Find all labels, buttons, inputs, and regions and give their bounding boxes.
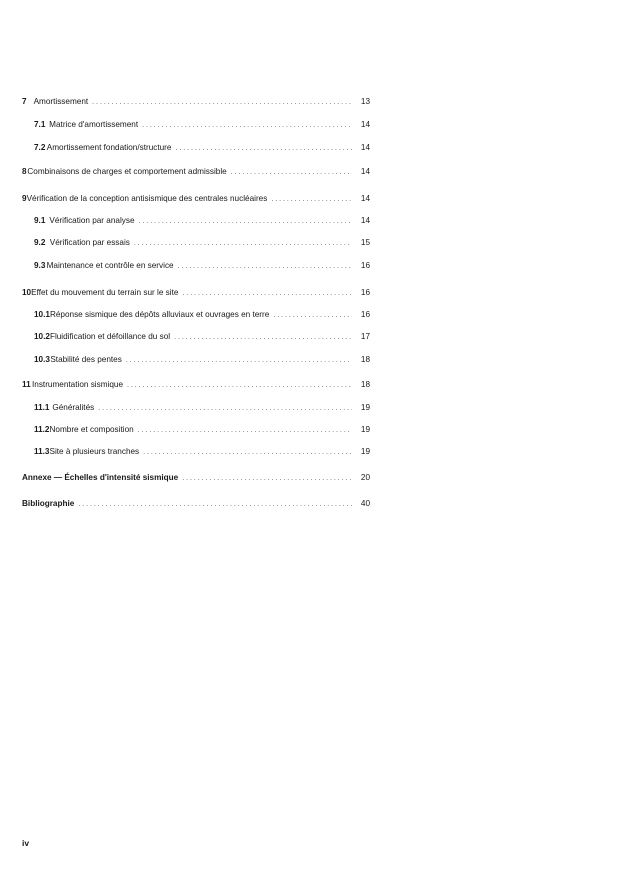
toc-title: Vérification par analyse	[49, 216, 135, 225]
toc-page: 16	[360, 288, 370, 297]
toc-title: Effet du mouvement du terrain sur le site	[31, 288, 179, 297]
toc-entry-9[interactable]	[22, 193, 370, 205]
toc-entry-8[interactable]	[22, 166, 370, 178]
toc-title: Instrumentation sismique	[32, 380, 124, 389]
toc-page: 15	[360, 238, 370, 247]
toc-number: 7.2	[34, 143, 46, 152]
toc-page: 17	[360, 332, 370, 341]
toc-leader	[182, 288, 352, 300]
toc-title: Combinaisons de charges et comportement admissible	[27, 167, 227, 176]
toc-page: 18	[360, 380, 370, 389]
toc-page: 18	[360, 355, 370, 364]
toc-title: Maintenance et contrôle en service	[46, 261, 174, 270]
toc-number: 10.2	[34, 332, 50, 341]
toc-number: 9.2	[34, 238, 46, 247]
toc-number: 9.1	[34, 216, 46, 225]
toc-entry-11-3[interactable]	[22, 446, 370, 458]
toc-number: 11.3	[34, 447, 50, 456]
toc-title: Amortissement	[33, 97, 89, 106]
toc-number: 10	[22, 288, 32, 297]
toc-entry-11[interactable]	[22, 379, 370, 391]
toc-title: Site à plusieurs tranches	[49, 447, 140, 456]
toc-entry-10-3[interactable]	[22, 354, 370, 366]
toc-title: Amortissement fondation/structure	[46, 143, 172, 152]
toc-leader	[175, 143, 352, 155]
toc-entry-7[interactable]	[22, 96, 370, 108]
toc-leader	[273, 310, 352, 322]
toc-page: 16	[360, 310, 370, 319]
toc-page: 19	[360, 447, 370, 456]
toc-number: 7	[22, 97, 27, 106]
toc-entry-annexe[interactable]	[22, 472, 370, 484]
toc-leader	[174, 332, 352, 344]
toc-title: Généralités	[52, 403, 95, 412]
toc-leader	[139, 216, 352, 228]
page-number: iv	[22, 838, 30, 848]
toc-title: Matrice d'amortissement	[49, 120, 139, 129]
toc-title: Nombre et composition	[49, 425, 134, 434]
toc-number: 7.1	[34, 120, 46, 129]
toc-title: Réponse sismique des dépôts alluviaux et ouvrages en terre	[49, 310, 270, 319]
toc-leader	[231, 167, 352, 179]
toc-page: 40	[360, 499, 370, 508]
toc-title: Vérification par essais	[49, 238, 130, 247]
toc-number: 10.3	[34, 355, 50, 364]
toc-number: 10.1	[34, 310, 50, 319]
toc-entry-11-2[interactable]	[22, 424, 370, 436]
toc-entry-7-1[interactable]	[22, 119, 370, 131]
toc-entry-bibliographie[interactable]	[22, 498, 370, 510]
toc-number: 11.2	[34, 425, 50, 434]
toc-leader	[182, 473, 352, 485]
toc-entry-10-1[interactable]	[22, 309, 370, 321]
toc-number: 11	[22, 380, 31, 389]
toc-page: 19	[360, 403, 370, 412]
toc-title: Stabilité des pentes	[50, 355, 122, 364]
toc-leader	[92, 97, 352, 109]
toc-leader	[178, 261, 352, 273]
toc-page: 16	[360, 261, 370, 270]
toc-entry-10[interactable]	[22, 287, 370, 299]
toc-page: 20	[360, 473, 370, 482]
toc-leader	[78, 499, 352, 511]
toc-entry-7-2[interactable]	[22, 142, 370, 154]
toc-number: 8	[22, 167, 27, 176]
toc-leader	[98, 403, 352, 415]
toc-leader	[143, 447, 352, 459]
toc-entry-9-3[interactable]	[22, 260, 370, 272]
toc-page: 14	[360, 143, 370, 152]
toc-page: 14	[360, 194, 370, 203]
toc-number: 9.3	[34, 261, 46, 270]
toc-entry-9-1[interactable]	[22, 215, 370, 227]
toc-entry-10-2[interactable]	[22, 331, 370, 343]
toc-title: Annexe — Échelles d'intensité sismique	[22, 473, 179, 482]
toc-leader	[142, 120, 352, 132]
toc-page: 14	[360, 216, 370, 225]
toc-page: 19	[360, 425, 370, 434]
toc-page: 14	[360, 167, 370, 176]
toc-leader	[127, 380, 352, 392]
toc-entry-9-2[interactable]	[22, 237, 370, 249]
toc-number: 9	[22, 194, 27, 203]
toc-leader	[138, 425, 352, 437]
toc-leader	[271, 194, 352, 206]
toc-title: Bibliographie	[22, 499, 75, 508]
toc-number: 11.1	[34, 403, 50, 412]
toc-title: Fluidification et défoillance du sol	[49, 332, 171, 341]
toc-page: 14	[360, 120, 370, 129]
toc-leader	[126, 355, 352, 367]
toc-entry-11-1[interactable]	[22, 402, 370, 414]
toc-title: Vérification de la conception antisismique des centrales nucléaires	[26, 194, 268, 203]
toc-leader	[134, 238, 352, 250]
toc-page: 13	[360, 97, 370, 106]
